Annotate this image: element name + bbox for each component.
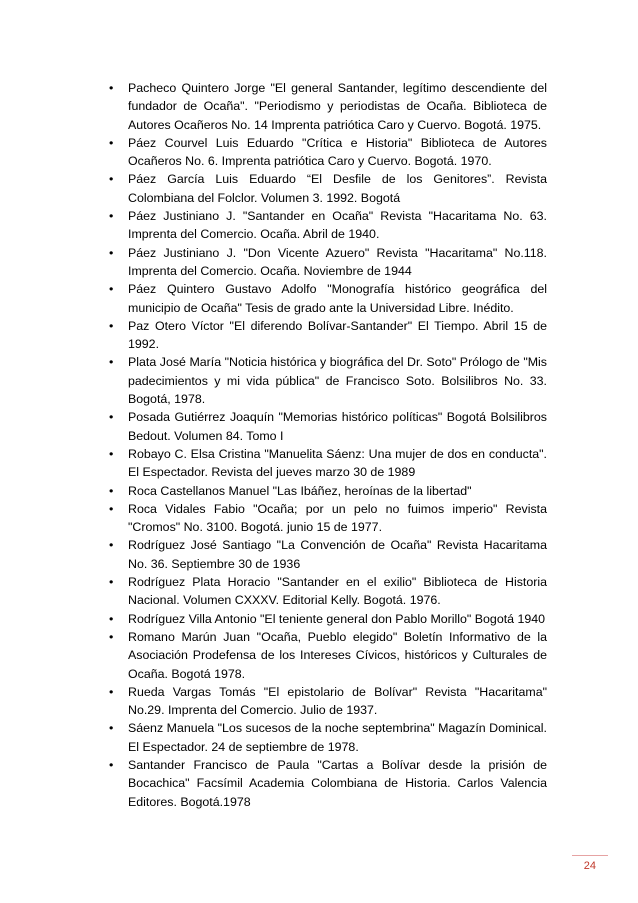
bibliography-entry	[109, 719, 547, 756]
bibliography-list	[109, 79, 547, 811]
bibliography-entry	[109, 500, 547, 537]
entry-text: Pacheco Quintero Jorge "El general Santander, legítimo descendiente del fundador de Ocaña". "Periodismo y periodistas de Ocaña. Biblioteca de Autores Ocañeros No. 14 Imprenta patriótica Caro y Cuervo. Bogotá. 1975.	[128, 81, 547, 132]
bullet-icon: •	[109, 355, 114, 370]
bibliography-entry	[109, 610, 547, 628]
bullet-icon: •	[109, 209, 114, 224]
bullet-icon: •	[109, 282, 114, 297]
bibliography-entry	[109, 628, 547, 683]
entry-text: Rodríguez Villa Antonio "El teniente general don Pablo Morillo" Bogotá 1940	[128, 611, 546, 626]
bibliography-entry	[109, 134, 547, 171]
entry-text: Robayo C. Elsa Cristina "Manuelita Sáenz: Una mujer de dos en conducta". El Espectador. Revista del jueves marzo 30 de 1989	[128, 446, 547, 480]
bibliography-entry	[109, 756, 547, 811]
page-number: 24	[583, 860, 596, 872]
entry-text: Páez Justiniano J. "Santander en Ocaña" Revista "Hacaritama No. 63. Imprenta del Comercio. Ocaña. Abril de 1940.	[128, 209, 547, 242]
bibliography-entry	[109, 536, 547, 573]
bibliography-entry	[109, 408, 547, 445]
bullet-icon: •	[109, 245, 114, 260]
entry-text: Páez García Luis Eduardo “El Desfile de los Genitores”. Revista Colombiana del Folclor. Volumen 3. 1992. Bogotá	[128, 172, 547, 205]
bibliography-entry	[109, 573, 547, 610]
entry-text: Roca Vidales Fabio "Ocaña; por un pelo no fuimos imperio" Revista "Cromos" No. 3100. Bogotá. junio 15 de 1977.	[128, 501, 547, 535]
entry-text: Rueda Vargas Tomás "El epistolario de Bolívar" Revista "Hacaritama" No.29. Imprenta del Comercio. Julio de 1937.	[128, 684, 547, 718]
bullet-icon: •	[109, 684, 114, 699]
entry-text: Rodríguez José Santiago "La Convención de Ocaña" Revista Hacaritama No. 36. Septiembre 30 de 1936	[128, 538, 547, 571]
entry-text: Paz Otero Víctor "El diferendo Bolívar-Santander" El Tiempo. Abril 15 de 1992.	[128, 318, 547, 352]
entry-text: Posada Gutiérrez Joaquín "Memorias histórico políticas" Bogotá Bolsilibros Bedout. Volumen 84. Tomo I	[128, 410, 547, 443]
entry-text: Roca Castellanos Manuel "Las Ibáñez, heroínas de la libertad"	[128, 483, 472, 498]
entry-text: Páez Quintero Gustavo Adolfo "Monografía histórico geográfica del municipio de Ocaña" Tesis de grado ante la Universidad Libre. Inédito.	[128, 282, 547, 315]
bullet-icon: •	[109, 446, 114, 461]
entry-text: Páez Justiniano J. "Don Vicente Azuero" Revista "Hacaritama" No.118. Imprenta del Comercio. Ocaña. Noviembre de 1944	[128, 245, 547, 278]
bullet-icon: •	[109, 318, 114, 333]
bibliography-entry	[109, 170, 547, 207]
bullet-icon: •	[109, 135, 114, 150]
bibliography-entry	[109, 207, 547, 244]
entry-text: Rodríguez Plata Horacio "Santander en el exilio" Biblioteca de Historia Nacional. Volumen CXXXV. Editorial Kelly. Bogotá. 1976.	[128, 575, 547, 608]
bullet-icon: •	[109, 410, 114, 425]
bullet-icon: •	[109, 575, 114, 590]
bibliography-entry	[109, 353, 547, 408]
bullet-icon: •	[109, 501, 114, 516]
bullet-icon: •	[109, 611, 114, 626]
bullet-icon: •	[109, 81, 114, 95]
bullet-icon: •	[109, 629, 114, 644]
bullet-icon: •	[109, 721, 114, 736]
bullet-icon: •	[109, 757, 114, 772]
bibliography-entry	[109, 244, 547, 281]
entry-text: Santander Francisco de Paula "Cartas a Bolívar desde la prisión de Bocachica" Facsímil Academia Colombiana de Historia. Carlos Valencia Editores. Bogotá.1978	[128, 757, 547, 809]
bullet-icon: •	[109, 483, 114, 498]
bibliography-entry	[109, 79, 547, 134]
page-number-rule	[572, 855, 608, 856]
entry-text: Sáenz Manuela "Los sucesos de la noche septembrina" Magazín Dominical. El Espectador. 24 de septiembre de 1978.	[128, 721, 547, 754]
bibliography-entry	[109, 280, 547, 317]
bullet-icon: •	[109, 538, 114, 553]
bibliography-entry	[109, 683, 547, 720]
entry-text: Romano Marún Juan "Ocaña, Pueblo elegido" Boletín Informativo de la Asociación Prodefensa de los Intereses Cívicos, históricos y Culturales de Ocaña. Bogotá 1978.	[128, 629, 547, 681]
entry-text: Plata José María "Noticia histórica y biográfica del Dr. Soto" Prólogo de "Mis padecimientos y mi vida pública" de Francisco Soto. Bolsilibros No. 33. Bogotá, 1978.	[128, 355, 547, 407]
entry-text: Páez Courvel Luis Eduardo "Crítica e Historia" Biblioteca de Autores Ocañeros No. 6. Imprenta patriótica Caro y Cuervo. Bogotá. 1970.	[128, 135, 547, 169]
bibliography-entry	[109, 445, 547, 482]
bibliography-entry	[109, 317, 547, 354]
bibliography-entry	[109, 482, 547, 500]
bullet-icon: •	[109, 172, 114, 187]
